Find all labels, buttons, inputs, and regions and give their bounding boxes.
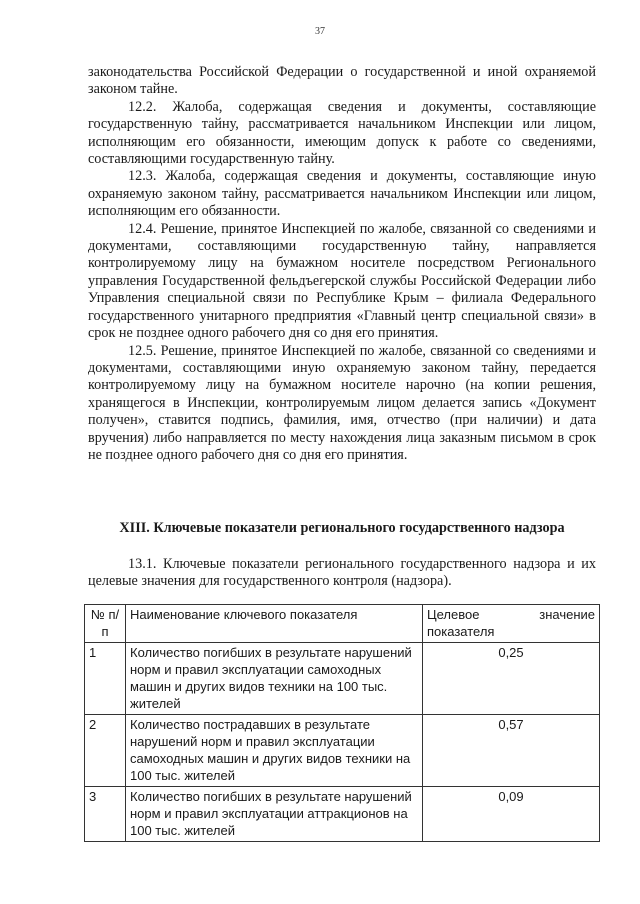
paragraph-continuation: законодательства Российской Федерации о государственной и иной охраняемой законом тайне. (88, 64, 596, 98)
row-indicator-name: Количество погибших в результате нарушений норм и правил эксплуатации аттракционов на 100 тыс. жителей (126, 787, 423, 842)
header-target-value-label: Целевое значение показателя (427, 607, 595, 639)
table-row (85, 787, 600, 842)
key-indicators-table (84, 604, 600, 842)
header-indicator-name: Наименование ключевого показателя (126, 605, 423, 643)
section-heading: XIII. Ключевые показатели регионального государственного надзора (119, 520, 565, 536)
row-indicator-name: Количество погибших в результате нарушений норм и правил эксплуатации самоходных машин и других видов техники на 100 тыс. жителей (126, 643, 423, 715)
row-target-value: 0,25 (423, 643, 600, 715)
row-target-value: 0,57 (423, 715, 600, 787)
table-header-row (85, 605, 600, 643)
header-target-value (423, 605, 600, 643)
row-number: 1 (85, 643, 126, 715)
header-number: № п/п (85, 605, 126, 643)
section-intro (88, 556, 596, 591)
table-row (85, 715, 600, 787)
row-number: 2 (85, 715, 126, 787)
row-number: 3 (85, 787, 126, 842)
paragraph-12-3: 12.3. Жалоба, содержащая сведения и документы, составляющие иную охраняемую законом тайну, рассматривается начальником Инспекции или лицом, исполняющим его обязанности. (88, 168, 596, 220)
paragraph-12-4: 12.4. Решение, принятое Инспекцией по жалобе, связанной со сведениями и документами, составляющими государственную тайну, направляется контролируемому лицу на бумажном носителе посредством Регионального управления Государственной фельдъегерской службы Российской Федерации либо Управления специальной связи по Республике Крым – филиала Федерального государственного унитарного предприятия «Главный центр специальной связи» в срок не позднее одного рабочего дня со дня его принятия. (88, 220, 596, 342)
page-number: 37 (315, 26, 325, 37)
paragraph-13-1: 13.1. Ключевые показатели регионального государственного надзора и их целевые значения для государственного контроля (надзора). (88, 556, 596, 590)
paragraph-12-5: 12.5. Решение, принятое Инспекцией по жалобе, связанной со сведениями и документами, составляющими иную охраняемую законом тайну, передается контролируемому лицу на бумажном носителе нарочно (на копии решения, хранящегося в Инспекции, контролируемым лицом делается запись «Документ получен», ставится подпись, фамилия, имя, отчество (при наличии) и дата вручения) либо направляется по месту нахождения лица заказным письмом в срок не позднее одного рабочего дня со дня его принятия. (88, 342, 596, 463)
body-text (88, 64, 596, 464)
paragraph-12-2: 12.2. Жалоба, содержащая сведения и документы, составляющие государственную тайну, рассматривается начальником Инспекции или лицом, исполняющим его обязанности, имеющим допуск к работе со сведениями, составляющими государственную тайну. (88, 98, 596, 168)
row-indicator-name: Количество пострадавших в результате нарушений норм и правил эксплуатации самоходных машин и других видов техники на 100 тыс. жителей (126, 715, 423, 787)
row-target-value: 0,09 (423, 787, 600, 842)
table-row (85, 643, 600, 715)
